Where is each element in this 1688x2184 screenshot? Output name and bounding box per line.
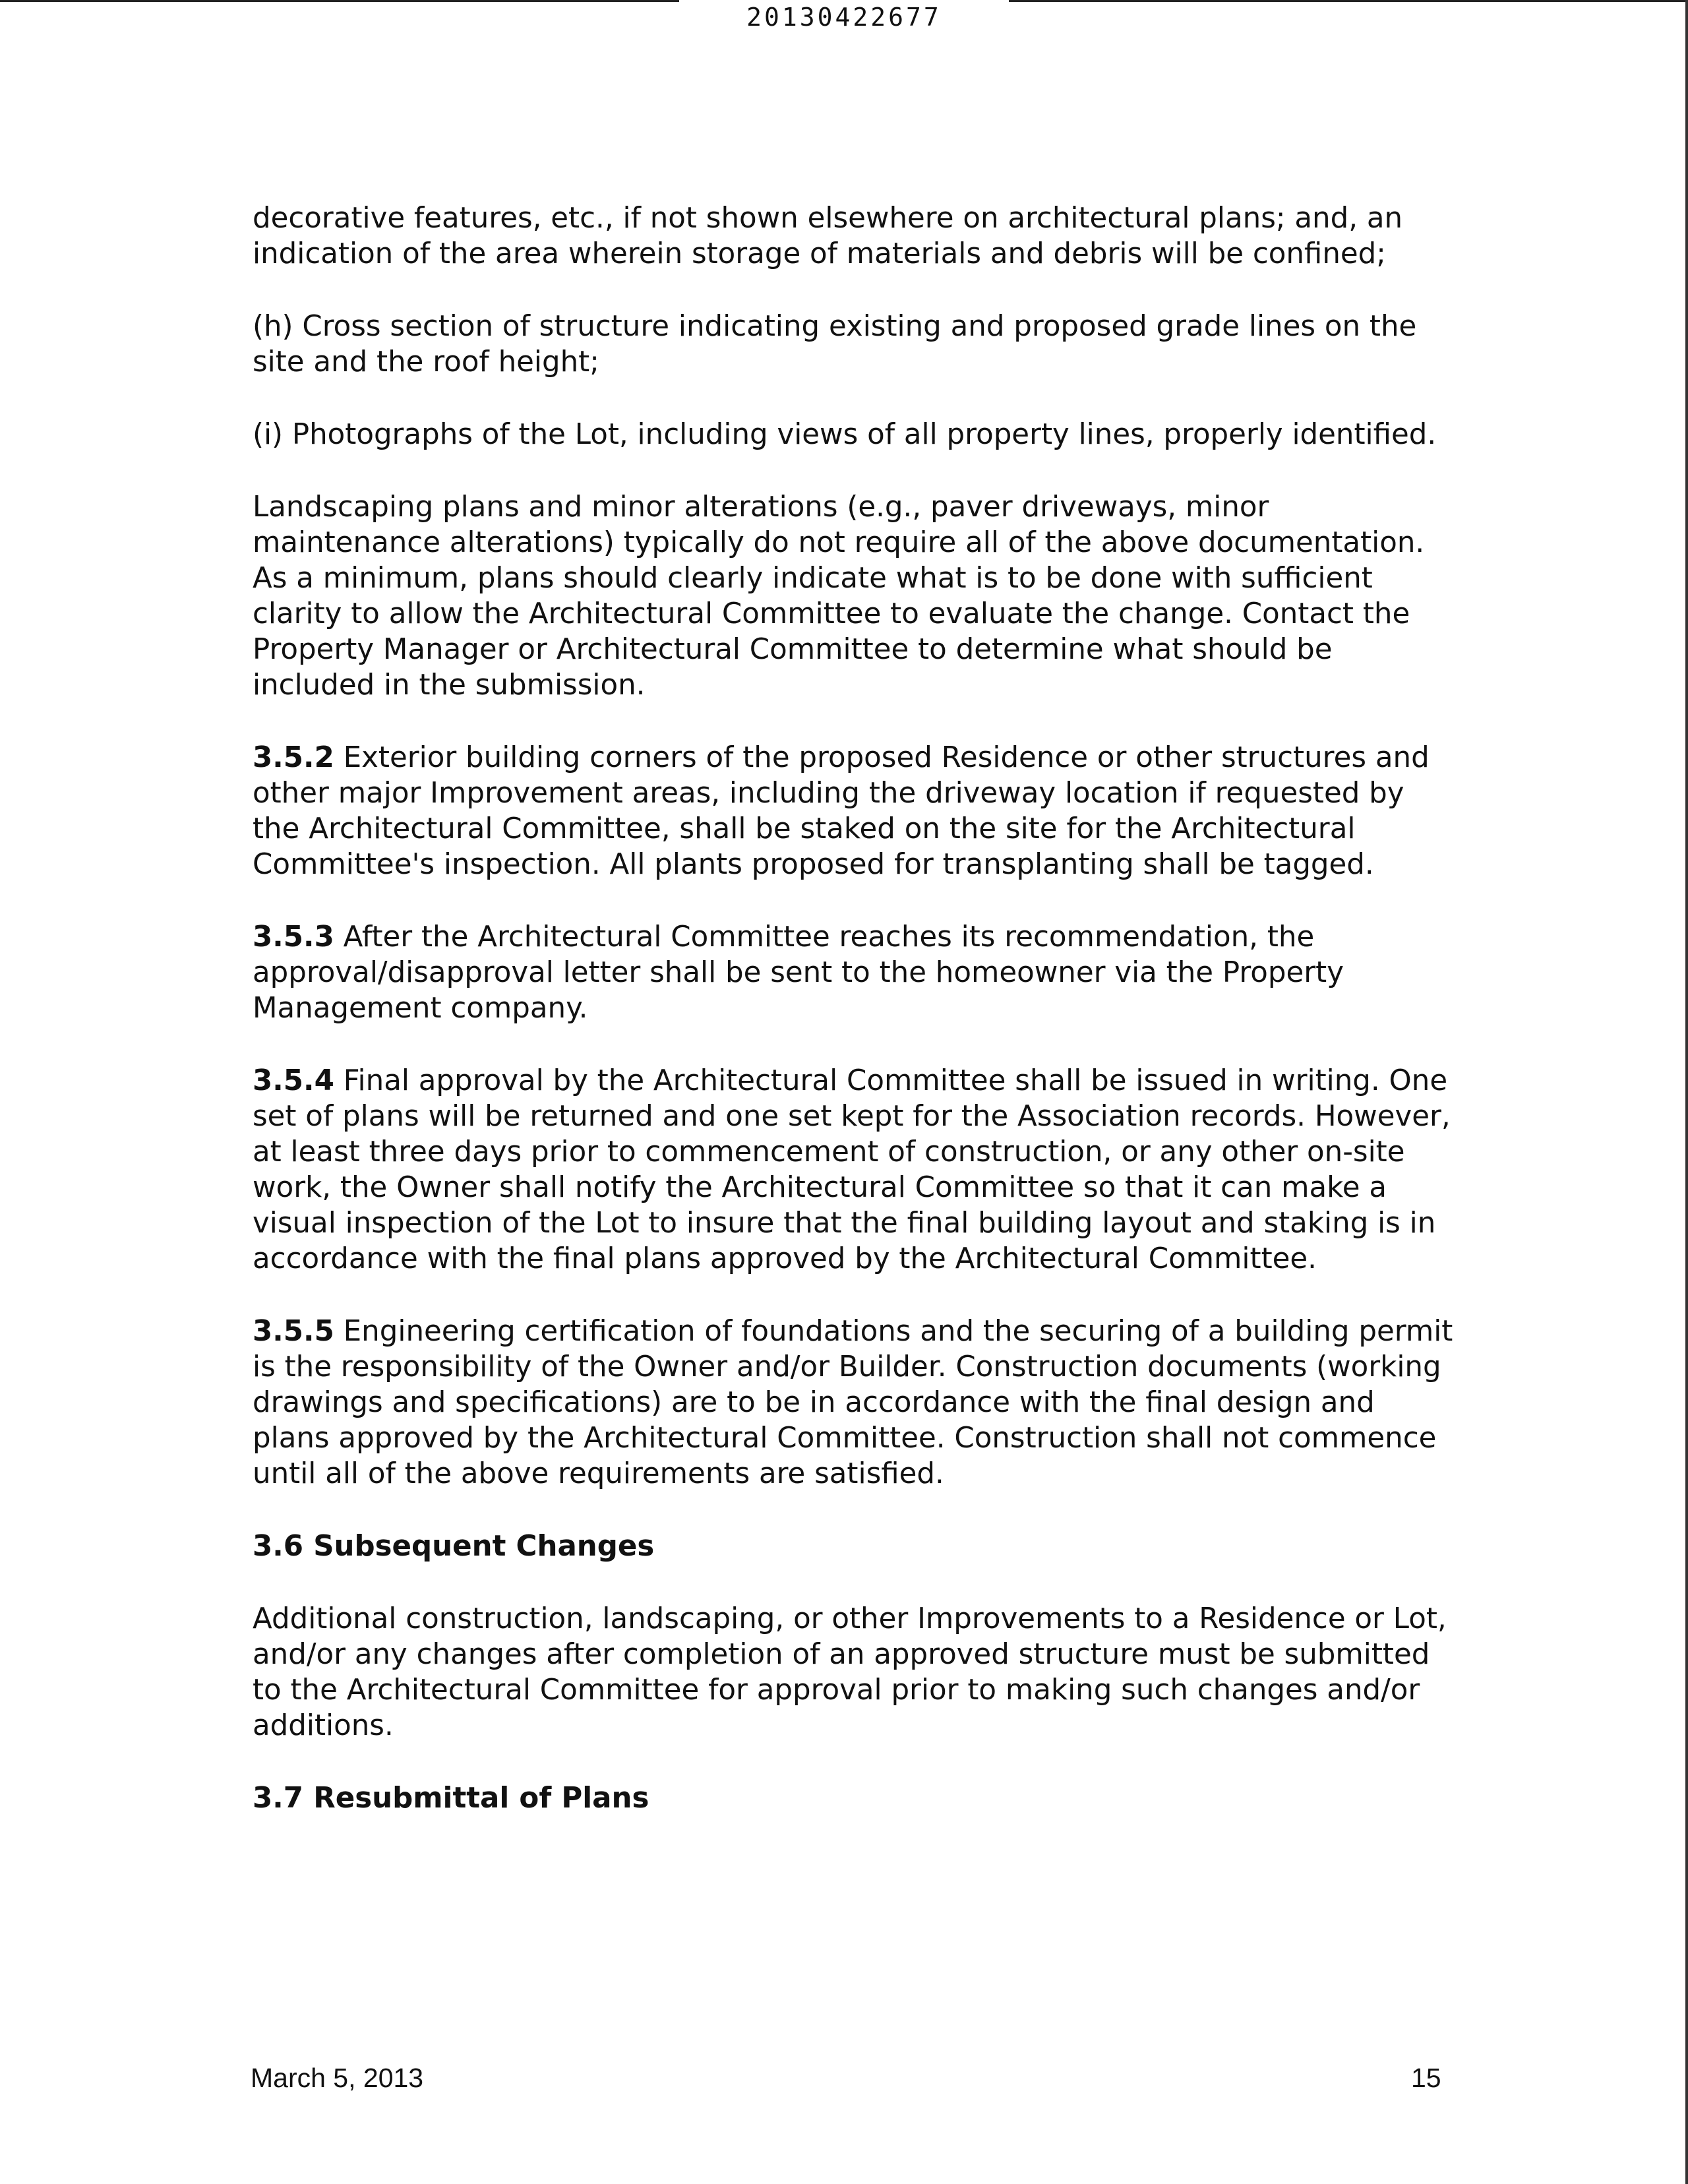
- page-body: [253, 200, 1459, 1853]
- section-text: Final approval by the Architectural Committee shall be issued in writing. One set of plans will be returned and one set kept for the Association records. However, at least three days prior to commencement of construction, or any other on-site work, the Owner shall notify the Architectural Committee so that it can make a visual inspection of the Lot to insure that the final building layout and staking is in accordance with the final plans approved by the Architectural Committee.: [253, 1064, 1451, 1275]
- paragraph-item-h: (h) Cross section of structure indicating existing and proposed grade lines on the site and the roof height;: [253, 310, 1417, 379]
- section-text: Exterior building corners of the proposed Residence or other structures and other major Improvement areas, including the driveway location if requested by the Architectural Committee, shall be staked on the site for the Architectural Committee's inspection. All plants proposed for transplanting shall be tagged.: [253, 741, 1430, 881]
- paragraph-decorative-features: decorative features, etc., if not shown elsewhere on architectural plans; and, an indication of the area wherein storage of materials and debris will be confined;: [253, 202, 1403, 270]
- paragraph-item-i: (i) Photographs of the Lot, including views of all property lines, properly identified.: [253, 418, 1437, 451]
- heading-resubmittal-of-plans: 3.7 Resubmittal of Plans: [253, 1782, 649, 1815]
- paragraph-landscaping-plans: Landscaping plans and minor alterations (e.g., paver driveways, minor maintenance alterations) typically do not require all of the above documentation. As a minimum, plans should clearly indicate what is to be done with sufficient clarity to allow the Architectural Committee to evaluate the change. Contact the Property Manager or Architectural Committee to determine what should be included in the submission.: [253, 491, 1425, 702]
- section-3-5-3: [253, 919, 1459, 1026]
- section-text: After the Architectural Committee reaches its recommendation, the approval/disapproval letter shall be sent to the homeowner via the Property Management company.: [253, 921, 1344, 1025]
- top-border-right: [1009, 0, 1688, 2]
- section-number: 3.5.3: [253, 921, 334, 954]
- footer-date: March 5, 2013: [251, 2063, 424, 2093]
- section-3-5-5: [253, 1314, 1459, 1492]
- section-number: 3.5.4: [253, 1064, 334, 1097]
- section-3-5-4: [253, 1063, 1459, 1277]
- document-number: 20130422677: [746, 3, 942, 32]
- section-3-5-2: [253, 740, 1459, 882]
- section-text: Engineering certification of foundations and the securing of a building permit is the responsibility of the Owner and/or Builder. Construction documents (working drawings and specifications) are to be in accordance with the final design and plans approved by the Architectural Committee. Construction shall not commence until all of the above requirements are satisfied.: [253, 1315, 1453, 1490]
- paragraph-subsequent-changes: Additional construction, landscaping, or other Improvements to a Residence or Lot, and/or any changes after completion of an approved structure must be submitted to the Architectural Committee for approval prior to making such changes and/or additions.: [253, 1602, 1447, 1742]
- section-number: 3.5.5: [253, 1315, 334, 1348]
- page-right-edge: [1685, 0, 1688, 2184]
- heading-subsequent-changes: 3.6 Subsequent Changes: [253, 1530, 655, 1563]
- page-number: 15: [1411, 2063, 1441, 2093]
- top-border-left: [0, 0, 679, 2]
- section-number: 3.5.2: [253, 741, 334, 774]
